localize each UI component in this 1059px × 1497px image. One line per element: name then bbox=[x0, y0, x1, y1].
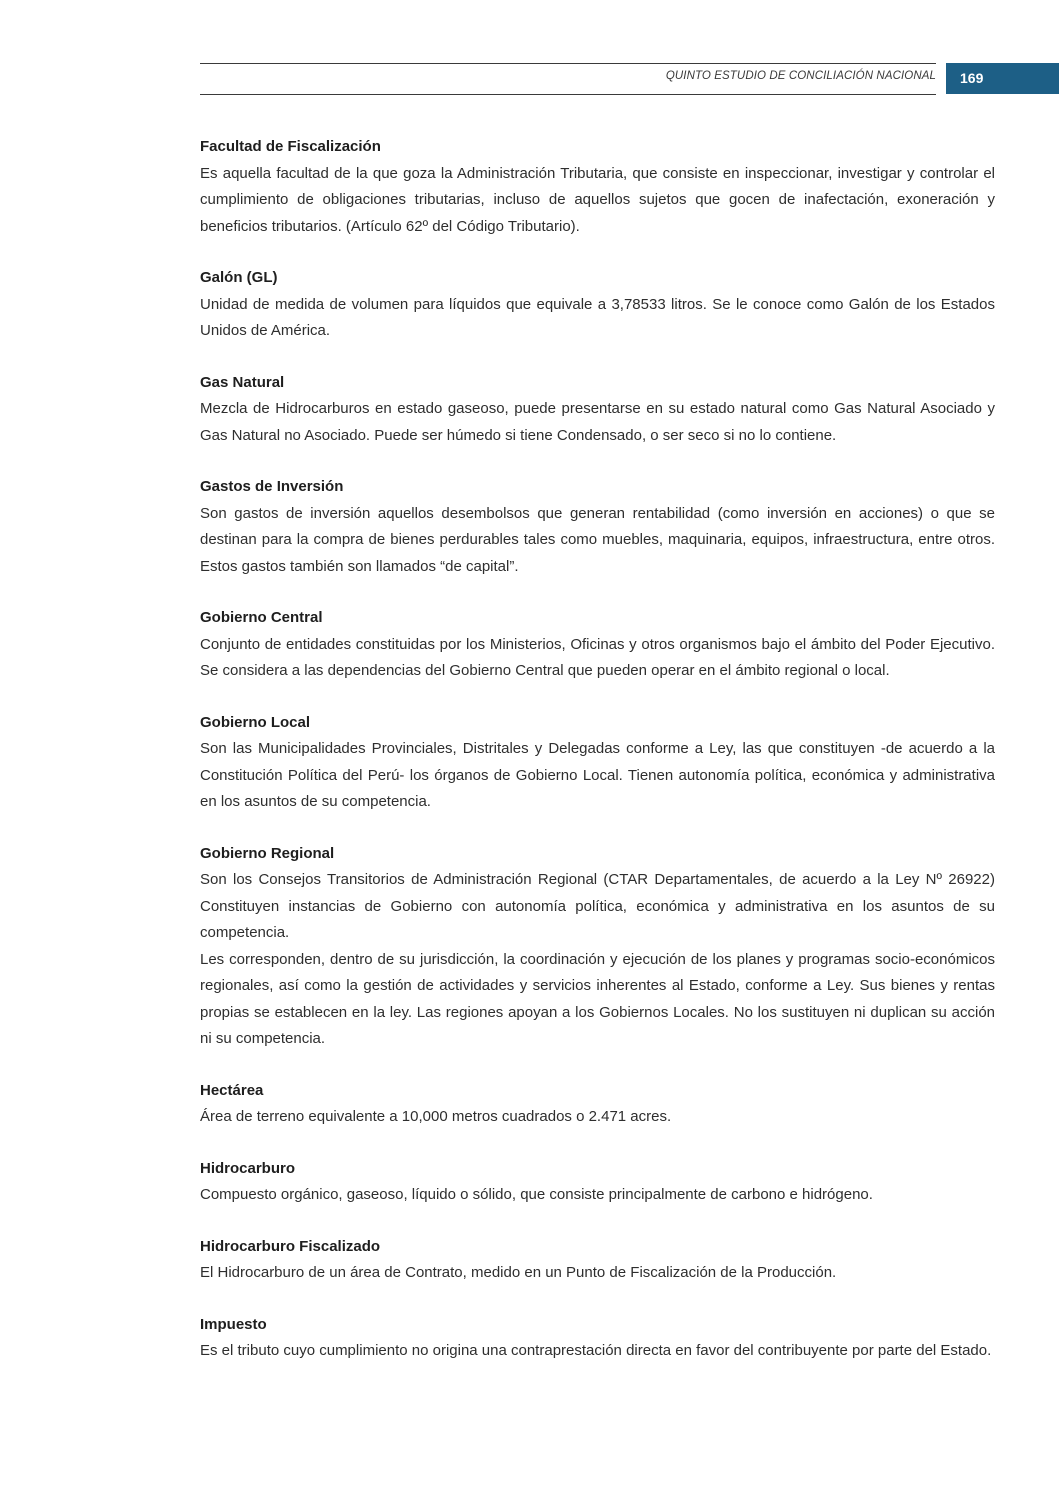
glossary-definition: Les corresponden, dentro de su jurisdicción, la coordinación y ejecución de los planes y programas socio-económicos regionales, así como la gestión de actividades y servicios inherentes al Estado, conforme a Ley. Sus bienes y rentas propias se establecen en la ley. Las regiones apoyan a los Gobiernos Locales. No los sustituyen ni duplican su acción ni su competencia. bbox=[200, 950, 995, 1047]
glossary-definition: Conjunto de entidades constituidas por los Ministerios, Oficinas y otros organismos bajo el ámbito del Poder Ejecutivo. Se considera a las dependencias del Gobierno Central que pueden operar en el ámbito regional o local. bbox=[200, 635, 995, 679]
header-bottom-rule bbox=[200, 94, 936, 95]
glossary-entry bbox=[200, 1312, 995, 1365]
glossary-definition: Son gastos de inversión aquellos desembolsos que generan rentabilidad (como inversión en acciones) o que se destinan para la compra de bienes perdurables tales como muebles, maquinaria, equipos, infraestructura, entre otros. Estos gastos también son llamados “de capital”. bbox=[200, 504, 995, 575]
glossary-definition: Compuesto orgánico, gaseoso, líquido o sólido, que consiste principalmente de carbono e hidrógeno. bbox=[200, 1186, 873, 1203]
glossary-term: Hidrocarburo Fiscalizado bbox=[200, 1237, 381, 1255]
glossary-definition: Es el tributo cuyo cumplimiento no origina una contraprestación directa en favor del contribuyente por parte del Estado. bbox=[200, 1342, 992, 1359]
glossary-definition: Unidad de medida de volumen para líquidos que equivale a 3,78533 litros. Se le conoce como Galón de los Estados Unidos de América. bbox=[200, 295, 995, 339]
glossary-entry bbox=[200, 1078, 995, 1131]
glossary-definition: Es aquella facultad de la que goza la Administración Tributaria, que consiste en inspeccionar, investigar y controlar el cumplimiento de obligaciones tributarias, incluso de aquellos sujetos que gocen de inafectación, exoneración y beneficios tributarios. (Artículo 62º del Código Tributario). bbox=[200, 164, 995, 235]
glossary-entry bbox=[200, 265, 995, 345]
glossary-term: Gobierno Local bbox=[200, 713, 311, 731]
glossary-term: Impuesto bbox=[200, 1315, 267, 1333]
glossary-definition: Son los Consejos Transitorios de Administración Regional (CTAR Departamentales, de acuerdo a la Ley Nº 26922) Constituyen instancias de Gobierno con autonomía política, económica y administrativa en los asuntos de su competencia. bbox=[200, 871, 995, 941]
glossary-definition: El Hidrocarburo de un área de Contrato, medido en un Punto de Fiscalización de la Producción. bbox=[200, 1264, 837, 1281]
glossary-entry bbox=[200, 841, 995, 1053]
glossary-term: Gobierno Regional bbox=[200, 844, 335, 862]
glossary-definition: Mezcla de Hidrocarburos en estado gaseoso, puede presentarse en su estado natural como Gas Natural Asociado y Gas Natural no Asociado. Puede ser húmedo si tiene Condensado, o ser seco si no lo contiene. bbox=[200, 400, 995, 444]
page-number: 169 bbox=[946, 63, 1059, 94]
glossary-entry bbox=[200, 710, 995, 816]
glossary-definition: Son las Municipalidades Provinciales, Distritales y Delegadas conforme a Ley, las que constituyen -de acuerdo a la Constitución Política del Perú- los órganos de Gobierno Local. Tienen autonomía política, económica y administrativa en los asuntos de su competencia. bbox=[200, 740, 995, 810]
running-title: QUINTO ESTUDIO DE CONCILIACIÓN NACIONAL bbox=[665, 70, 936, 82]
glossary-term: Hectárea bbox=[200, 1081, 264, 1099]
glossary-entry bbox=[200, 474, 995, 580]
glossary-entry bbox=[200, 370, 995, 450]
glossary-term: Gas Natural bbox=[200, 373, 285, 391]
glossary-term: Gobierno Central bbox=[200, 609, 323, 626]
glossary-term: Facultad de Fiscalización bbox=[200, 138, 381, 155]
glossary-entry bbox=[200, 1156, 995, 1209]
glossary-term: Hidrocarburo bbox=[200, 1159, 296, 1177]
glossary-definition: Área de terreno equivalente a 10,000 metros cuadrados o 2.471 acres. bbox=[200, 1108, 672, 1125]
glossary-entry bbox=[200, 605, 995, 685]
glossary-term: Galón (GL) bbox=[200, 269, 278, 286]
glossary-term: Gastos de Inversión bbox=[200, 478, 344, 495]
glossary-body bbox=[200, 134, 995, 1390]
header-top-rule bbox=[200, 63, 936, 64]
glossary-entry bbox=[200, 1234, 995, 1287]
glossary-entry bbox=[200, 134, 995, 240]
